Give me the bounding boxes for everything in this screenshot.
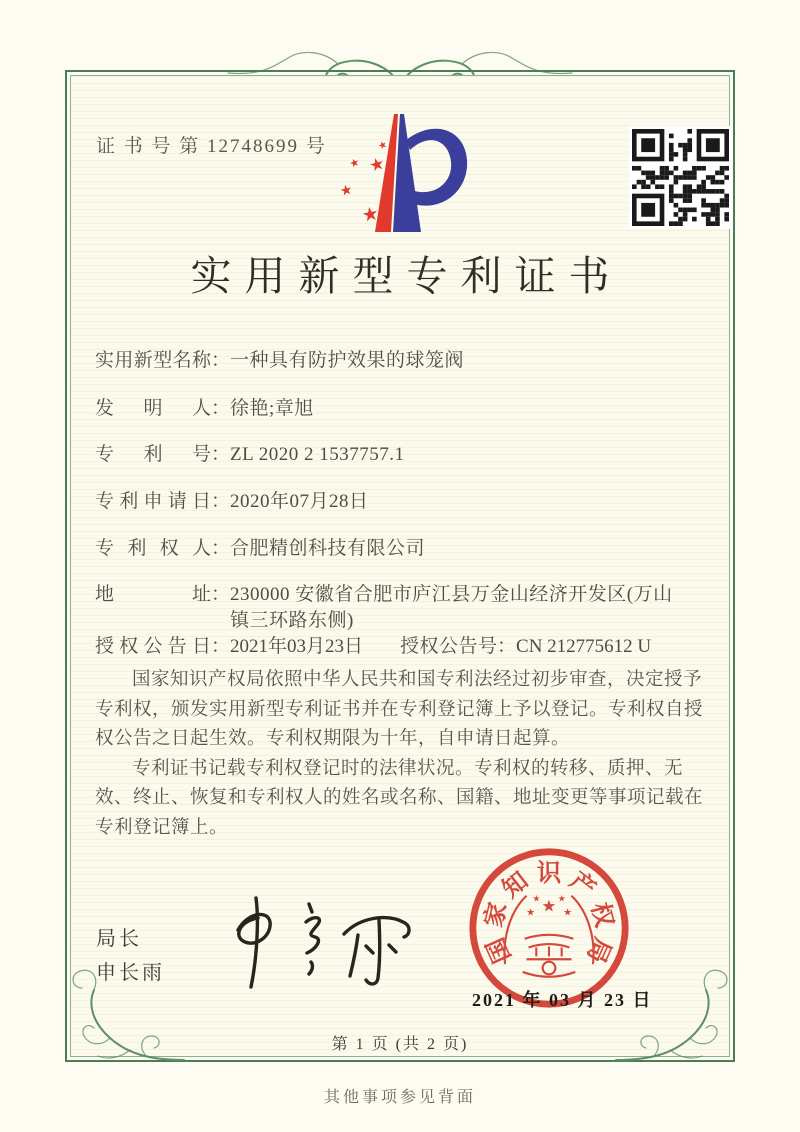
svg-text:产: 产 bbox=[564, 867, 601, 904]
field-value: ZL 2020 2 1537757.1 bbox=[230, 444, 405, 465]
seal-date: 2021 年 03 月 23 日 bbox=[472, 990, 653, 1010]
svg-text:★: ★ bbox=[367, 153, 387, 176]
svg-text:★: ★ bbox=[557, 893, 566, 904]
field-label: 发明人 bbox=[95, 398, 211, 419]
page-number: 第 1 页 (共 2 页) bbox=[331, 1036, 469, 1053]
grant-date-value: 2021年03月23日 bbox=[230, 636, 364, 657]
field-label: 授权公告日 bbox=[95, 636, 211, 657]
field-grant-row: 授权公告日：2021年03月23日 授权公告号：CN 212775612 U bbox=[95, 634, 710, 660]
grant-number-value: CN 212775612 U bbox=[516, 636, 652, 657]
svg-text:知: 知 bbox=[497, 867, 534, 904]
legal-text-block bbox=[95, 666, 709, 843]
svg-text:★: ★ bbox=[532, 893, 541, 904]
field-address: 地址：230000 安徽省合肥市庐江县万金山经济开发区(万山镇三环路东侧) bbox=[95, 582, 710, 634]
field-value: 2020年07月28日 bbox=[230, 491, 369, 512]
field-label: 专利申请日 bbox=[95, 491, 211, 512]
field-label: 实用新型名称 bbox=[95, 350, 211, 371]
svg-text:权: 权 bbox=[585, 899, 618, 930]
svg-text:局: 局 bbox=[581, 933, 616, 967]
signer-title: 局长 bbox=[96, 928, 142, 950]
field-label: 授权公告号 bbox=[400, 636, 497, 657]
field-value: 一种具有防护效果的球笼阀 bbox=[230, 350, 465, 371]
qr-code bbox=[629, 126, 732, 229]
field-value: 合肥精创科技有限公司 bbox=[230, 538, 426, 559]
svg-text:★: ★ bbox=[526, 907, 535, 919]
field-label: 专利号 bbox=[95, 444, 211, 465]
svg-text:家: 家 bbox=[480, 899, 513, 930]
field-patent-number: 专利号：ZL 2020 2 1537757.1 bbox=[95, 442, 710, 468]
field-label: 地址 bbox=[95, 584, 211, 605]
field-value: 230000 安徽省合肥市庐江县万金山经济开发区(万山镇三环路东侧) bbox=[230, 584, 673, 631]
national-emblem bbox=[504, 894, 593, 977]
svg-text:★: ★ bbox=[541, 896, 557, 916]
svg-text:★: ★ bbox=[360, 203, 381, 227]
svg-text:★: ★ bbox=[347, 156, 362, 171]
certificate-title: 实用新型专利证书 bbox=[190, 253, 623, 299]
svg-text:★: ★ bbox=[376, 138, 390, 153]
director-signature bbox=[212, 890, 442, 995]
reverse-side-note: 其他事项参见背面 bbox=[323, 1089, 476, 1106]
field-filing-date: 专利申请日：2020年07月28日 bbox=[95, 489, 710, 515]
field-label: 专利权人 bbox=[95, 538, 211, 559]
certificate-number: 证 书 号 第 12748699 号 bbox=[96, 136, 327, 157]
cnipa-logo-icon bbox=[333, 110, 473, 236]
field-value: 徐艳;章旭 bbox=[230, 398, 314, 419]
svg-text:识: 识 bbox=[536, 860, 562, 888]
grant-number-group: 授权公告号：CN 212775612 U bbox=[400, 634, 651, 660]
field-inventor: 发明人：徐艳;章旭 bbox=[95, 396, 710, 422]
field-patentee: 专利权人：合肥精创科技有限公司 bbox=[95, 536, 710, 562]
svg-text:★: ★ bbox=[338, 182, 355, 200]
signer-name: 申长雨 bbox=[96, 962, 165, 984]
svg-text:国: 国 bbox=[482, 933, 517, 967]
legal-paragraph-1: 国家知识产权局依照中华人民共和国专利法经过初步审查，决定授予专利权，颁发实用新型专利证书并在专利登记簿上予以登记。专利权自授权公告之日起生效。专利权期限为十年，自申请日起算。 bbox=[95, 670, 704, 749]
svg-text:★: ★ bbox=[563, 907, 572, 919]
legal-paragraph-2: 专利证书记载专利权登记时的法律状况。专利权的转移、质押、无效、终止、恢复和专利权人的姓名或名称、国籍、地址变更等事项记载在专利登记簿上。 bbox=[95, 758, 704, 838]
field-utility-model-name: 实用新型名称：一种具有防护效果的球笼阀 bbox=[95, 348, 710, 374]
